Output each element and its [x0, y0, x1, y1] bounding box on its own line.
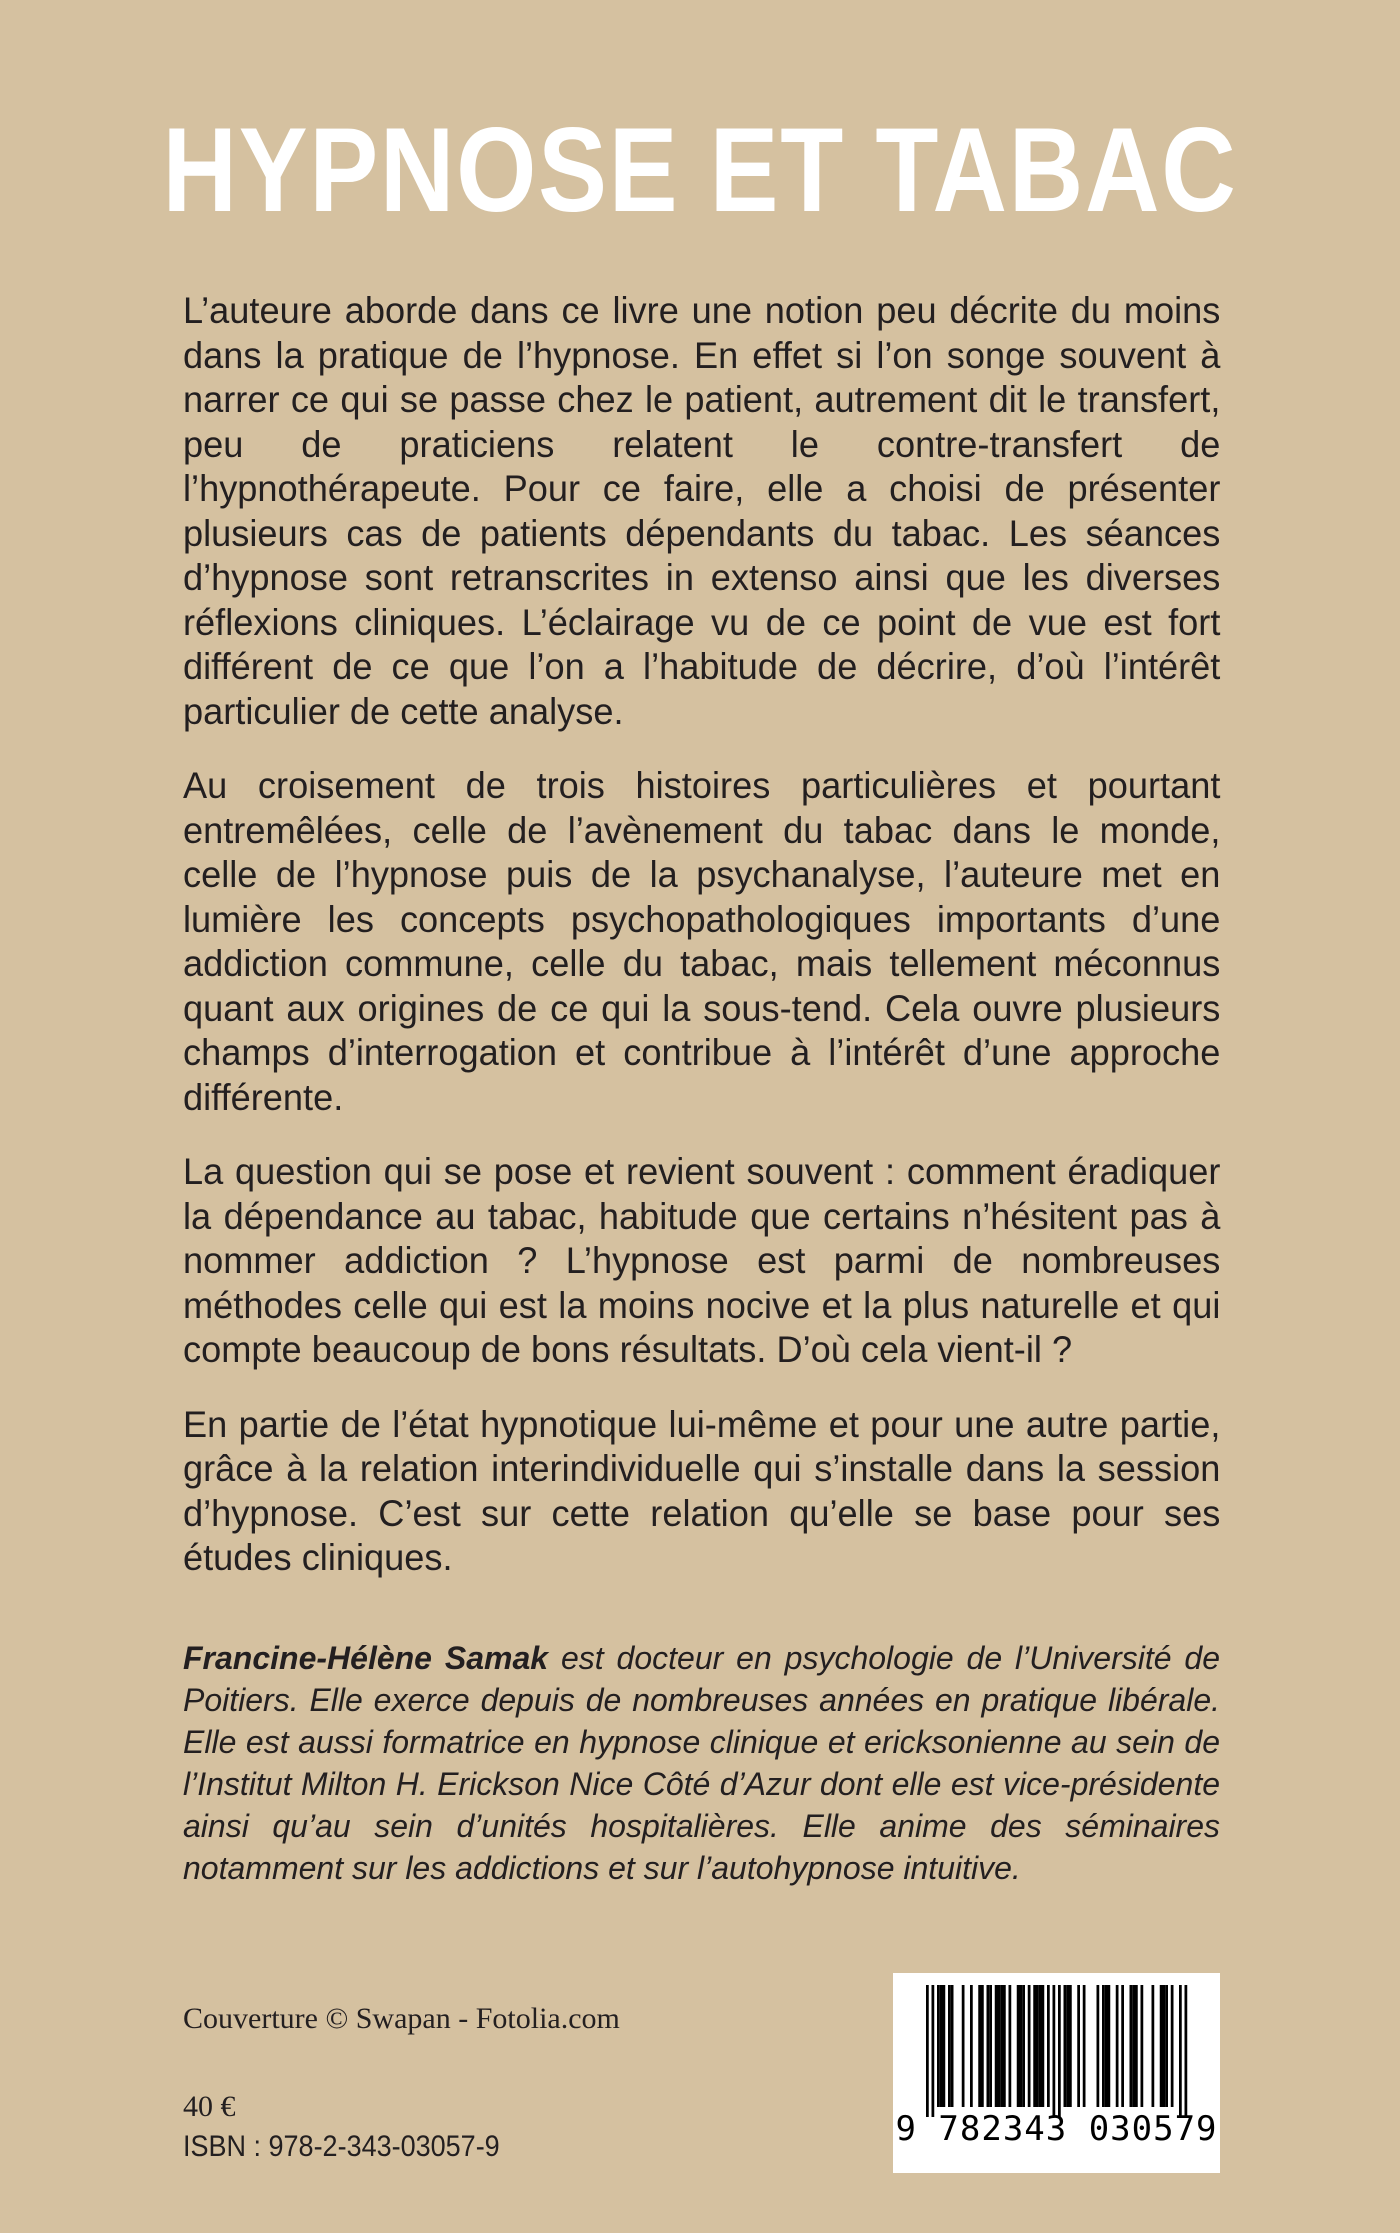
barcode-bar — [1130, 1985, 1133, 2107]
barcode-bar — [1171, 1985, 1174, 2107]
barcode-bar — [1097, 1985, 1100, 2107]
barcode-bar — [989, 1985, 992, 2107]
author-bio — [183, 1637, 1220, 1889]
barcode-bar — [970, 1985, 973, 2107]
barcode-bar — [943, 1985, 946, 2107]
barcode-bar — [1102, 1985, 1105, 2107]
book-title: HYPNOSE ET TABAC — [162, 103, 1238, 237]
barcode-bar — [1132, 1985, 1135, 2107]
cover-credit: Couverture © Swapan - Fotolia.com — [183, 2002, 620, 2035]
barcode-bar — [1160, 1985, 1163, 2107]
barcode-bar — [1185, 1985, 1188, 2117]
barcode-bar — [1022, 1985, 1025, 2107]
isbn: ISBN : 978-2-343-03057-9 — [183, 2130, 500, 2163]
barcode-bar — [1020, 1985, 1023, 2107]
barcode-bar — [1009, 1985, 1012, 2107]
barcode-bar — [962, 1985, 965, 2107]
barcode-bar — [1064, 1985, 1067, 2107]
barcode-bar — [1053, 1985, 1056, 2117]
barcode-bar — [998, 1985, 1001, 2107]
price: 40 € — [183, 2090, 236, 2123]
barcode-bar — [1036, 1985, 1039, 2107]
barcode-bar — [1017, 1985, 1020, 2107]
barcode-bar — [1179, 1985, 1182, 2117]
barcode-bar — [1033, 1985, 1036, 2107]
back-cover-summary — [183, 288, 1220, 1610]
barcode-bar — [1105, 1985, 1108, 2107]
barcode-bar — [981, 1985, 984, 2107]
barcode-bar — [1066, 1985, 1069, 2107]
summary-paragraph-2: Au croisement de trois histoires particulières et pourtant entremêlées, celle de l’avènement du tabac dans le monde, celle de l’hypnose puis de la psychanalyse, l’auteure met en lumière les concepts psychopathologiques importants d’une addiction commune, celle du tabac, mais tellement méconnus quant aux origines de ce qui la sous-tend. Cela ouvre plusieurs champs d’interrogation et contribue à l’intérêt d’une approche différente. — [183, 764, 1221, 1118]
barcode-bar — [1165, 1985, 1168, 2107]
barcode-bar — [1121, 1985, 1124, 2107]
barcode-bar — [1058, 1985, 1061, 2117]
barcode-bar — [951, 1985, 954, 2107]
barcode-bar — [1083, 1985, 1086, 2107]
barcode-bar — [1135, 1985, 1138, 2107]
barcode-bar — [978, 1985, 981, 2107]
summary-paragraph-4: En partie de l’état hypnotique lui-même et pour une autre partie, grâce à la relation interindividuelle qui s’installe dans la session d’hypnose. C’est sur cette relation qu’elle se base pour ses études cliniques. — [183, 1402, 1221, 1578]
author-name: Francine-Hélène Samak — [183, 1640, 549, 1676]
barcode-bar — [1141, 1985, 1144, 2107]
author-bio-text: est docteur en psychologie de l’Université de Poitiers. Elle exerce depuis de nombreuses années en pratique libérale. Elle est aussi formatrice en hypnose clinique et ericksonienne au sein de l’Institut Milton H. Erickson Nice Côté d’Azur dont elle est vice-présidente ainsi qu’au sein d’unités hospitalières. Elle anime des séminaires notamment sur les addictions et sur l’autohypnose intuitive. — [183, 1640, 1221, 1886]
barcode-bar — [940, 1985, 943, 2107]
summary-paragraph-1: L’auteure aborde dans ce livre une notion peu décrite du moins dans la pratique de l’hypnose. En effet si l’on songe souvent à narrer ce qui se passe chez le patient, autrement dit le transfert, peu de praticiens relatent le contre-transfert de l’hypnothérapeute. Pour ce faire, elle a choisi de présenter plusieurs cas de patients dépendants du tabac. Les séances d’hypnose sont retranscrites in extenso ainsi que les diverses réflexions cliniques. L’éclairage vu de ce point de vue est fort différent de ce que l’on a l’habitude de décrire, d’où l’intérêt particulier de cette analyse. — [183, 289, 1221, 732]
barcode-bar — [1003, 1985, 1006, 2107]
barcode-bar — [1152, 1985, 1155, 2107]
barcode-bar — [926, 1985, 929, 2117]
barcode-bar — [995, 1985, 998, 2107]
barcode-bar — [987, 1985, 990, 2107]
barcode-bar — [948, 1985, 951, 2107]
barcode-bar — [1108, 1985, 1111, 2107]
barcode — [893, 1973, 1220, 2173]
barcode-bar — [1163, 1985, 1166, 2107]
barcode-bar — [937, 1985, 940, 2107]
barcode-bar — [1116, 1985, 1119, 2107]
barcode-bar — [1000, 1985, 1003, 2107]
barcode-bar — [1039, 1985, 1042, 2107]
barcode-bar — [1069, 1985, 1072, 2107]
summary-paragraph-3: La question qui se pose et revient souvent : comment éradiquer la dépendance au tabac, habitude que certains n’hésitent pas à nommer addiction ? L’hypnose est parmi de nombreuses méthodes celle qui est la moins nocive et la plus naturelle et qui compte beaucoup de bons résultats. D’où cela vient-il ? — [183, 1150, 1221, 1370]
barcode-bar — [1042, 1985, 1045, 2107]
barcode-bar — [1047, 1985, 1050, 2107]
barcode-bar — [1028, 1985, 1031, 2107]
barcode-bar — [932, 1985, 935, 2117]
barcode-bar — [1077, 1985, 1080, 2107]
barcode-digits: 9 782343 030579 — [895, 2109, 1218, 2149]
